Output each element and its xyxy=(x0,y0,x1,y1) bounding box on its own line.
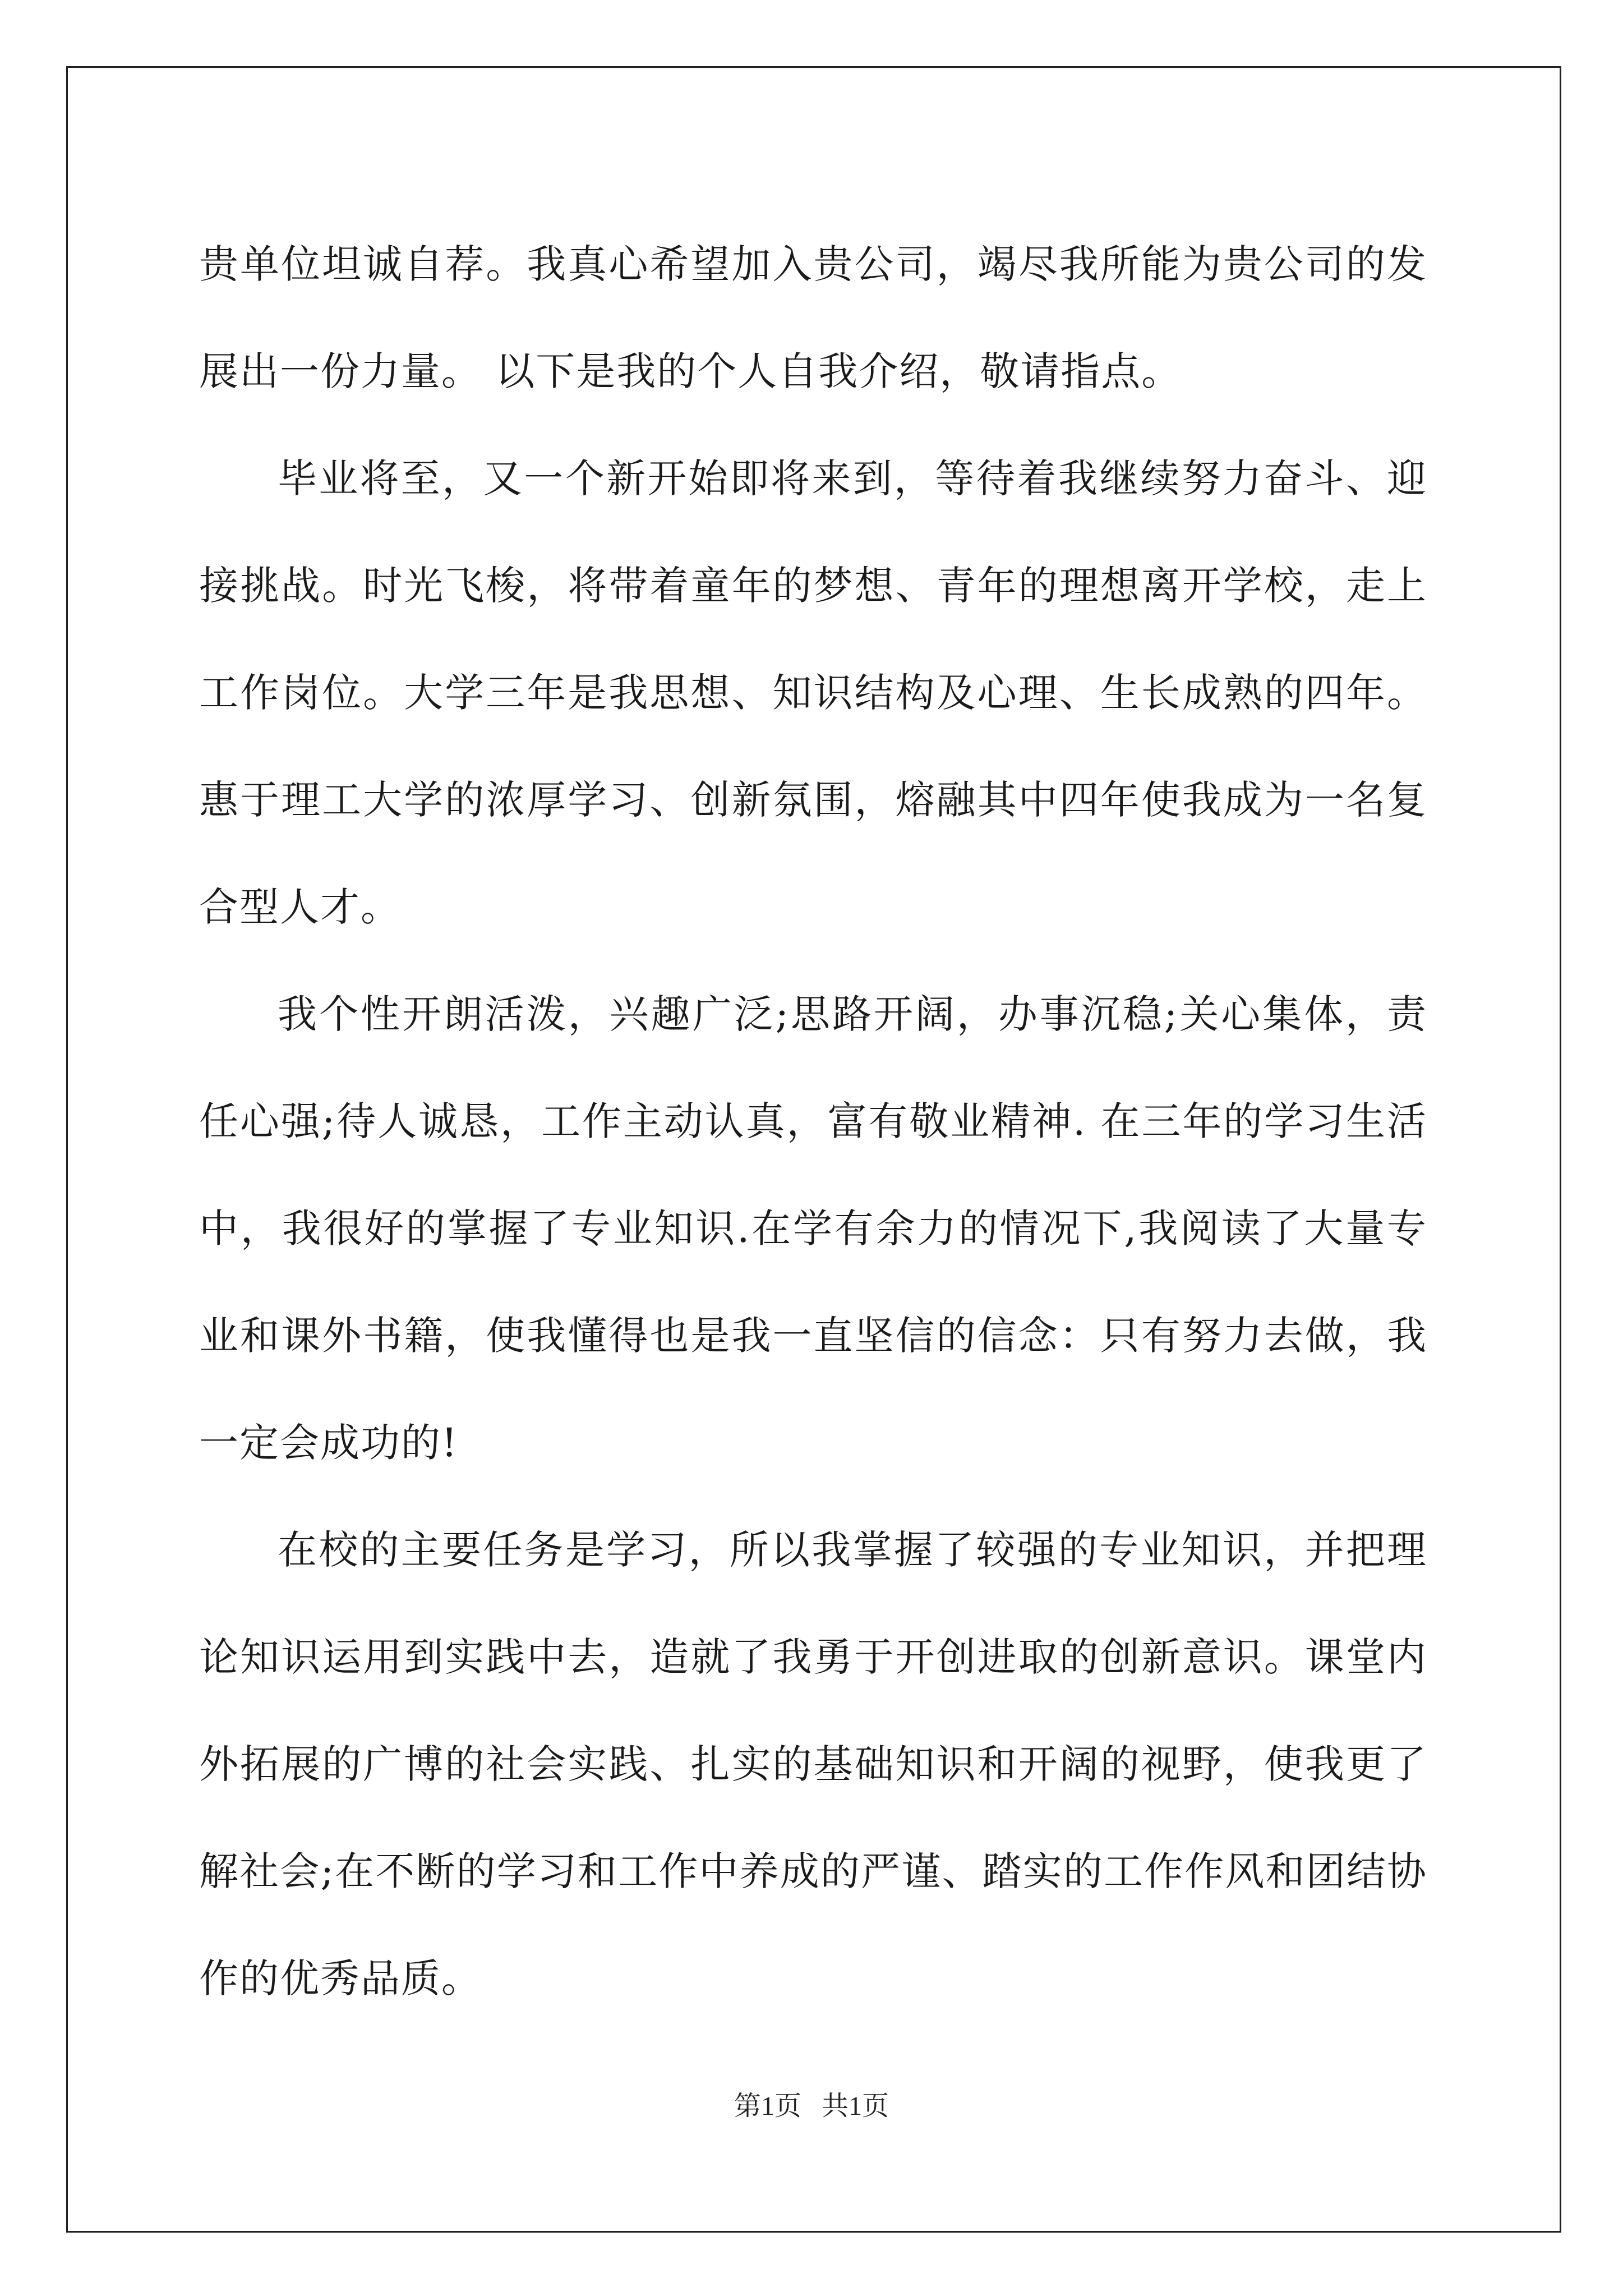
text-line: 接挑战。时光飞梭，将带着童年的梦想、青年的理想离开学校，走上 xyxy=(199,563,1427,609)
text-line: 中，我很好的掌握了专业知识.在学有余力的情况下,我阅读了大量专 xyxy=(199,1205,1427,1251)
text-line: 展出一份力量。 以下是我的个人自我介绍，敬请指点。 xyxy=(199,348,1182,394)
text-line: 惠于理工大学的浓厚学习、创新氛围，熔融其中四年使我成为一名复 xyxy=(199,777,1427,823)
page-total: 共1页 xyxy=(822,2091,889,2121)
text-line: 毕业将至，又一个新开始即将来到，等待着我继续努力奋斗、迎 xyxy=(278,455,1427,501)
text-line: 贵单位坦诚自荐。我真心希望加入贵公司，竭尽我所能为贵公司的发 xyxy=(199,241,1427,287)
page-footer xyxy=(0,2084,1623,2123)
text-line: 合型人才。 xyxy=(199,884,401,930)
document-body xyxy=(199,211,1427,2032)
text-line: 业和课外书籍，使我懂得也是我一直坚信的信念：只有努力去做，我 xyxy=(199,1313,1427,1359)
text-line: 解社会;在不断的学习和工作中养成的严谨、踏实的工作作风和团结协 xyxy=(199,1848,1427,1894)
text-line: 论知识运用到实践中去，造就了我勇于开创进取的创新意识。课堂内 xyxy=(199,1634,1427,1680)
text-line: 任心强;待人诚恳，工作主动认真，富有敬业精神. 在三年的学习生活 xyxy=(199,1098,1427,1144)
text-line: 作的优秀品质。 xyxy=(199,1955,482,2001)
page-number: 第1页 xyxy=(734,2091,801,2121)
text-line: 在校的主要任务是学习，所以我掌握了较强的专业知识，并把理 xyxy=(278,1527,1427,1573)
text-line: 我个性开朗活泼，兴趣广泛;思路开阔，办事沉稳;关心集体，责 xyxy=(278,991,1427,1037)
text-line: 外拓展的广博的社会实践、扎实的基础知识和开阔的视野，使我更了 xyxy=(199,1741,1427,1787)
text-line: 工作岗位。大学三年是我思想、知识结构及心理、生长成熟的四年。 xyxy=(199,670,1427,716)
text-line: 一定会成功的! xyxy=(199,1420,459,1466)
